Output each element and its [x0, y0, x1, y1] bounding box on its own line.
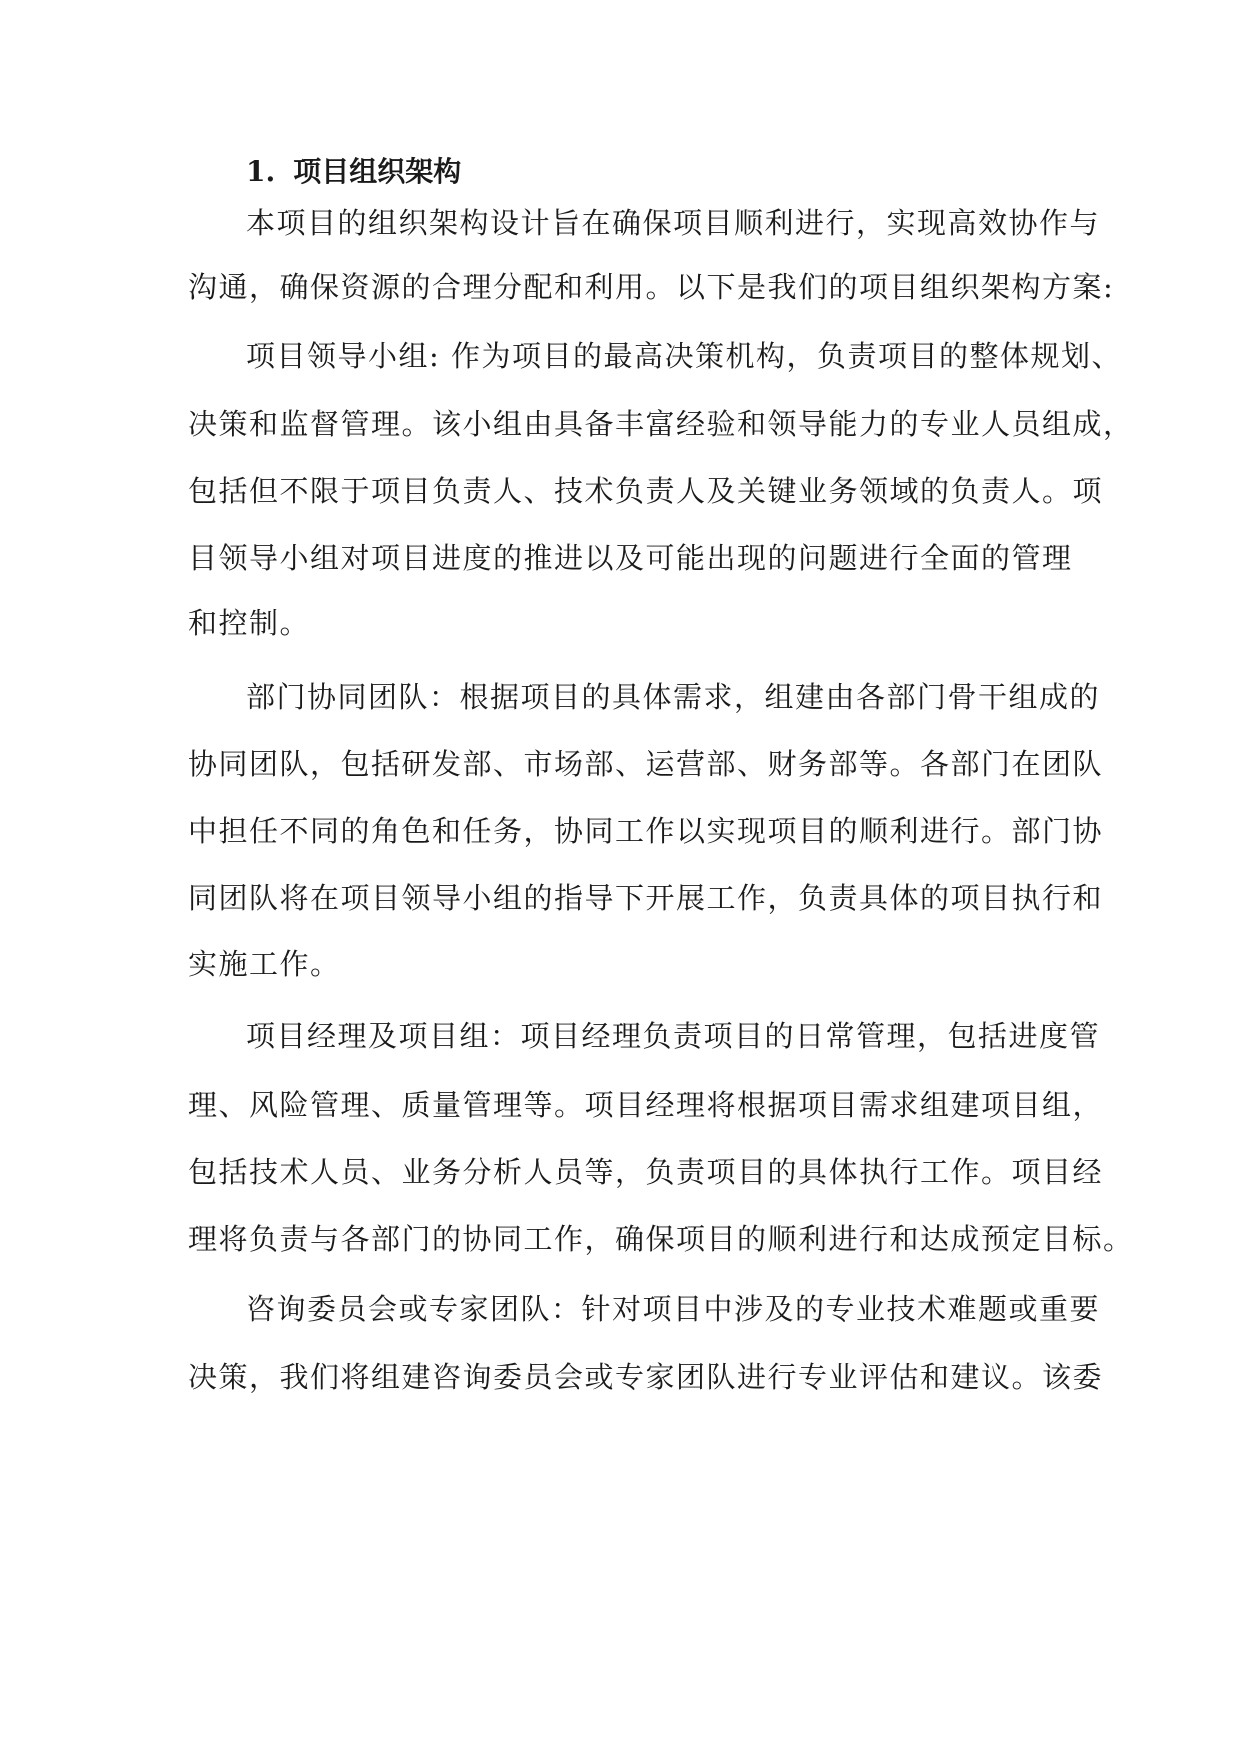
paragraph-line: 协同团队，包括研发部、市场部、运营部、财务部等。各部门在团队: [188, 747, 1104, 781]
paragraph-line: 决策和监督管理。该小组由具备丰富经验和领导能力的专业人员组成，: [188, 407, 1134, 441]
paragraph-line: 理、风险管理、质量管理等。项目经理将根据项目需求组建项目组，: [188, 1088, 1104, 1122]
paragraph-line: 项目经理及项目组：项目经理负责项目的日常管理，包括进度管: [246, 1019, 1101, 1053]
paragraph-line: 本项目的组织架构设计旨在确保项目顺利进行，实现高效协作与: [246, 206, 1101, 240]
paragraph-line: 包括技术人员、业务分析人员等，负责项目的具体执行工作。项目经: [188, 1155, 1104, 1189]
paragraph-line: 中担任不同的角色和任务，协同工作以实现项目的顺利进行。部门协: [188, 814, 1104, 848]
paragraph-line: 咨询委员会或专家团队：针对项目中涉及的专业技术难题或重要: [246, 1292, 1101, 1326]
paragraph-line: 决策，我们将组建咨询委员会或专家团队进行专业评估和建议。该委: [188, 1360, 1104, 1394]
paragraph-line: 部门协同团队：根据项目的具体需求，组建由各部门骨干组成的: [246, 680, 1101, 714]
paragraph-line: 理将负责与各部门的协同工作，确保项目的顺利进行和达成预定目标。: [188, 1222, 1134, 1256]
paragraph-line: 目领导小组对项目进度的推进以及可能出现的问题进行全面的管理: [188, 541, 1073, 575]
section-title: 项目组织架构: [293, 155, 462, 188]
paragraph-line: 项目领导小组: 作为项目的最高决策机构，负责项目的整体规划、: [246, 339, 1122, 373]
section-number: 1.: [246, 155, 276, 188]
paragraph-line: 同团队将在项目领导小组的指导下开展工作，负责具体的项目执行和: [188, 881, 1104, 915]
paragraph-line: 和控制。: [188, 606, 311, 640]
paragraph-line: 实施工作。: [188, 947, 341, 981]
section-heading: [246, 152, 461, 192]
paragraph-line: 包括但不限于项目负责人、技术负责人及关键业务领域的负责人。项: [188, 474, 1104, 508]
paragraph-line: 沟通，确保资源的合理分配和利用。以下是我们的项目组织架构方案:: [188, 270, 1115, 304]
